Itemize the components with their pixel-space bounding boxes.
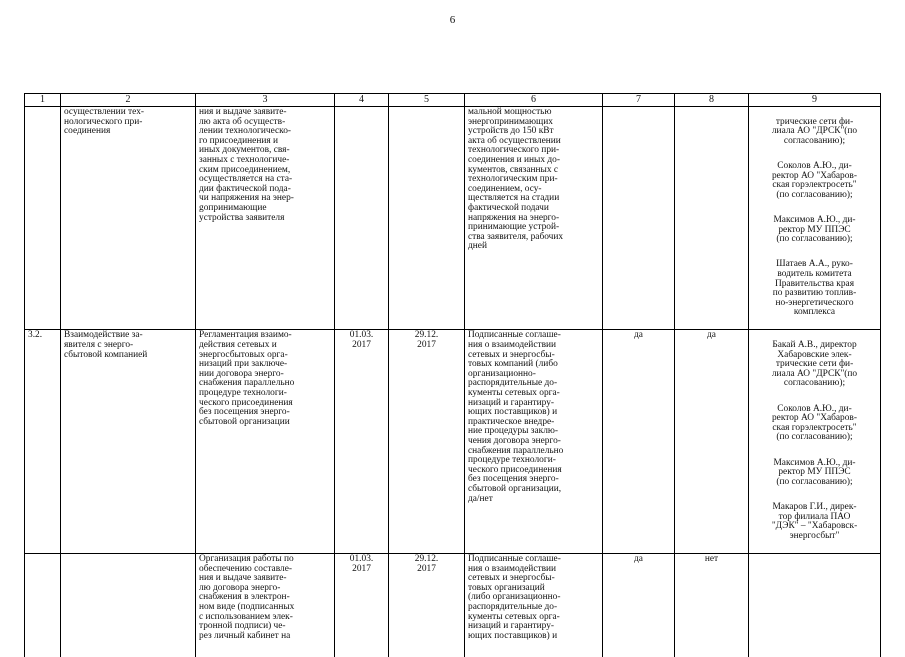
column-number-5: 5 — [389, 94, 465, 107]
target-value-cell: да — [675, 330, 749, 553]
table-row — [25, 553, 881, 657]
responsible-entry: Соколов А.Ю., ди- ректор АО "Хабаров- ская горэлектросеть" (по согласованию); — [771, 160, 857, 200]
target-value-cell — [675, 107, 749, 330]
page-number: 6 — [449, 14, 456, 26]
column-number-3: 3 — [196, 94, 335, 107]
responsible-entry: Шатаев А.А., руко- водитель комитета Правительства края по развитию топлив- но-энергетического комплекса — [772, 259, 857, 318]
indicator-cell: Подписанные соглаше- ния о взаимодействии сетевых и энергосбы- товых компаний (либо организационно- распорядительные до- кументы сетевых орга- низаций и гарантиру- ющих поставщиков) и практическое внедре- ние процедуры заклю- чения договора энерго- снабжения параллельно процедуре технологи- ческого присоединения без посещения энерго- сбытовой организации, да/нет — [465, 330, 603, 553]
indicator-cell: мальной мощностью энергопринимающих устройств до 150 кВт акта об осуществлении технологического при- соединения и иных до- кументов, связанных с технологическим при- соединением, осу- ществляется на стадии фактической подачи напряжения на энерго- принимающие устрой- ства заявителя, рабочих дней — [465, 107, 603, 330]
responsible-entry: Макаров Г.И., дирек- тор филиала ПАО "ДЭК" – "Хабаровск- энергосбыт" — [771, 501, 858, 541]
stage-name-cell — [61, 553, 196, 657]
column-number-9: 9 — [749, 94, 881, 107]
measure-cell: ния и выдаче заявите- лю акта об осуществ- лении технологическо- го присоединения и иных документов, свя- занных с технологиче- ским присоединением, осуществляется на ста- дии фактической пода- чи напряжения на энер- gопринимающие устройства заявителя — [196, 107, 335, 330]
current-value-cell: да — [603, 330, 675, 553]
end-date-cell: 29.12. 2017 — [389, 553, 465, 657]
responsible-entry: трические сети фи- лиала АО "ДРСК"(по согласованию); — [771, 116, 858, 146]
column-number-2: 2 — [61, 94, 196, 107]
responsible-cell — [749, 107, 881, 330]
column-number-6: 6 — [465, 94, 603, 107]
column-number-8: 8 — [675, 94, 749, 107]
measure-cell: Организация работы по обеспечению составле- ния и выдаче заявите- лю договора энерго- снабжения в электрон- ном виде (подписанных с использованием элек- тронной подписи) че- рез личный кабинет на — [196, 553, 335, 657]
measure-cell: Регламентация взаимо- действия сетевых и энергосбытовых орга- низаций при заключе- нии договора энерго- снабжения параллельно процедуре технологи- ческого присоединения без посещения энерго- сбытовой организации — [196, 330, 335, 553]
plan-table — [24, 93, 881, 657]
responsible-entry: Максимов А.Ю., ди- ректор МУ ППЭС (по согласованию); — [773, 457, 856, 487]
row-number-cell: 3.2. — [25, 330, 61, 553]
responsible-cell — [749, 553, 881, 657]
row-number-cell — [25, 107, 61, 330]
responsible-entry: Соколов А.Ю., ди- ректор АО "Хабаров- ская горэлектросеть" (по согласованию); — [771, 403, 857, 443]
responsible-entry: Максимов А.Ю., ди- ректор МУ ППЭС (по согласованию); — [773, 214, 856, 245]
column-number-7: 7 — [603, 94, 675, 107]
target-value-cell: нет — [675, 553, 749, 657]
table-row — [25, 107, 881, 330]
responsible-cell — [749, 330, 881, 553]
end-date-cell — [389, 107, 465, 330]
column-number-1: 1 — [25, 94, 61, 107]
indicator-cell: Подписанные соглаше- ния о взаимодействии сетевых и энергосбы- товых организаций (либо организационно- распорядительные до- кументы сетевых орга- низаций и гарантиру- ющих поставщиков) и — [465, 553, 603, 657]
start-date-cell: 01.03. 2017 — [335, 553, 389, 657]
column-number-header-row — [25, 94, 881, 107]
responsible-entry: Бакай А.В., директор Хабаровские элек- трические сети фи- лиала АО "ДРСК"(по согласованию); — [771, 340, 858, 389]
start-date-cell — [335, 107, 389, 330]
current-value-cell: да — [603, 553, 675, 657]
column-number-4: 4 — [335, 94, 389, 107]
current-value-cell — [603, 107, 675, 330]
row-number-cell — [25, 553, 61, 657]
table-row — [25, 330, 881, 553]
start-date-cell: 01.03. 2017 — [335, 330, 389, 553]
stage-name-cell: осуществлении тех- нологического при- соединения — [61, 107, 196, 330]
stage-name-cell: Взаимодействие за- явителя с энерго- сбытовой компанией — [61, 330, 196, 553]
end-date-cell: 29.12. 2017 — [389, 330, 465, 553]
